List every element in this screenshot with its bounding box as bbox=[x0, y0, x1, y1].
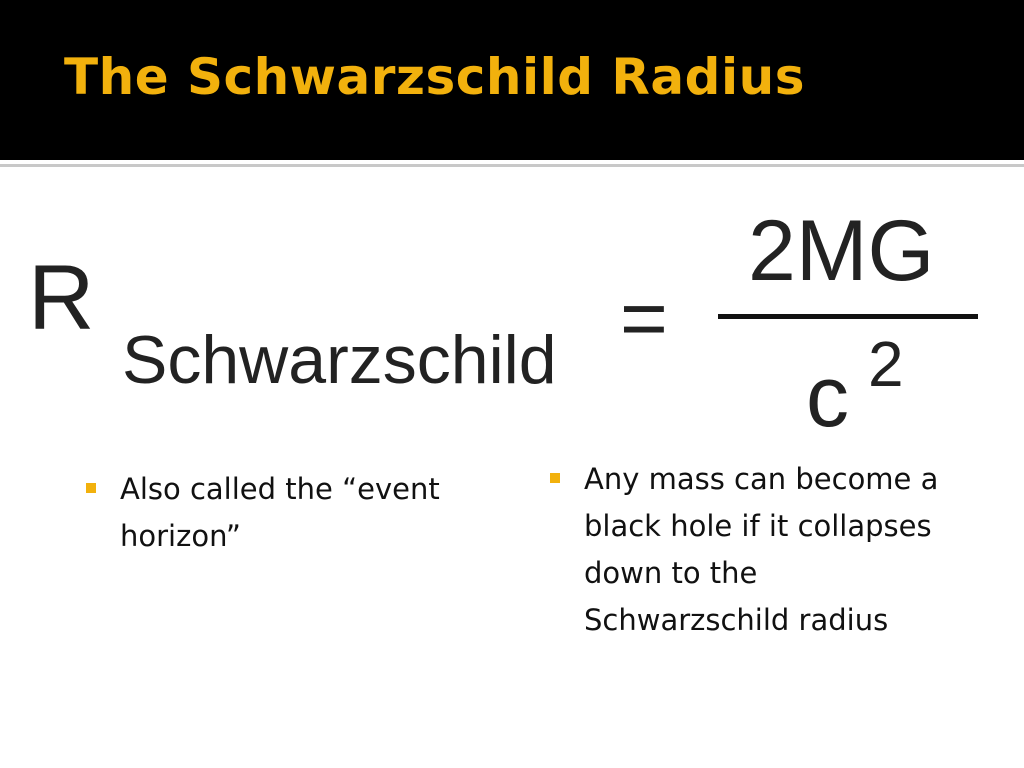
list-item bbox=[550, 456, 970, 644]
title-bar bbox=[0, 0, 1024, 160]
square-bullet-icon bbox=[550, 473, 560, 483]
bullet-text: Any mass can become a black hole if it collapses down to the Schwarzschild radius bbox=[584, 462, 939, 637]
formula-numerator: 2MG bbox=[748, 203, 935, 299]
list-item bbox=[86, 466, 506, 560]
formula-symbol: R bbox=[28, 247, 95, 349]
bullet-list-left bbox=[86, 466, 506, 560]
slide-title: The Schwarzschild Radius bbox=[64, 48, 805, 106]
bullet-list-right bbox=[550, 456, 970, 644]
square-bullet-icon bbox=[86, 483, 96, 493]
title-divider bbox=[0, 164, 1024, 167]
formula-subscript: Schwarzschild bbox=[122, 322, 557, 398]
formula-denominator: c bbox=[806, 349, 849, 445]
formula-equals: = bbox=[620, 273, 668, 364]
fraction-bar bbox=[718, 314, 978, 319]
formula-exponent: 2 bbox=[868, 328, 904, 400]
schwarzschild-formula bbox=[0, 190, 1024, 445]
bullet-text: Also called the “event horizon” bbox=[120, 472, 440, 553]
